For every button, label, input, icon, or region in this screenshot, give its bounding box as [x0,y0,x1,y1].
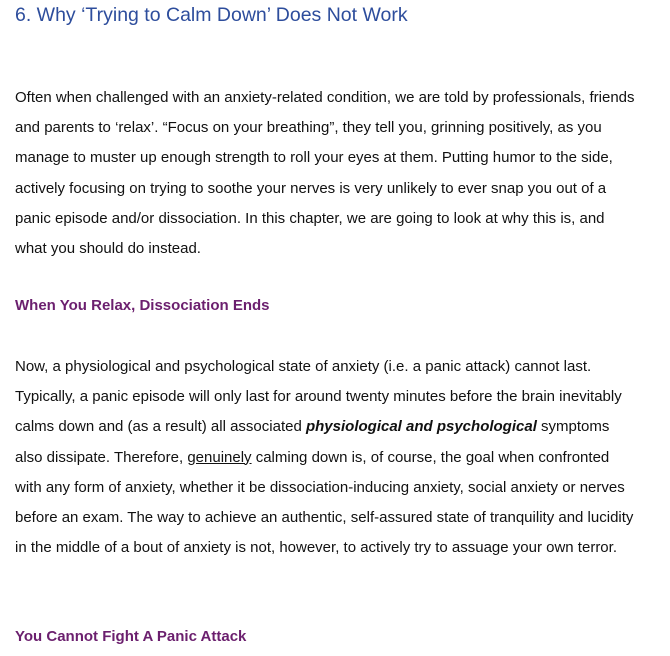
paragraph-text-part: symptoms also dissipate. Therefore, [15,418,610,466]
body-paragraph [15,352,635,563]
section-heading-fight: You Cannot Fight A Panic Attack [15,628,247,645]
underlined-text: genuinely [187,448,252,466]
section-heading-relax: When You Relax, Dissociation Ends [15,297,270,314]
chapter-title: 6. Why ‘Trying to Calm Down’ Does Not Work [15,4,408,26]
paragraph-text-part: Now, a physiological and psychological state of anxiety (i.e. a panic attack) cannot last. Typically, a panic episode will only last for around twenty minutes before the brain inevitably calms down and (as a result) all associated [15,358,622,436]
emphasized-text: physiological and psychological [305,418,537,436]
intro-paragraph: Often when challenged with an anxiety-related condition, we are told by professionals, friends and parents to ‘relax’. “Focus on your breathing”, they tell you, grinning positively, as you manage to muster up enough strength to roll your eyes at them. Putting humor to the side, actively focusing on trying to soothe your nerves is very unlikely to ever snap you out of a panic episode and/or dissociation. In this chapter, we are going to look at why this is, and what you should do instead. [15,89,635,258]
paragraph-text-part: calming down is, of course, the goal when confronted with any form of anxiety, whether it be dissociation-inducing anxiety, social anxiety or nerves before an exam. The way to achieve an authentic, self-assured state of tranquility and lucidity in the middle of a bout of anxiety is not, however, to actively try to assuage your own terror. [15,448,634,557]
